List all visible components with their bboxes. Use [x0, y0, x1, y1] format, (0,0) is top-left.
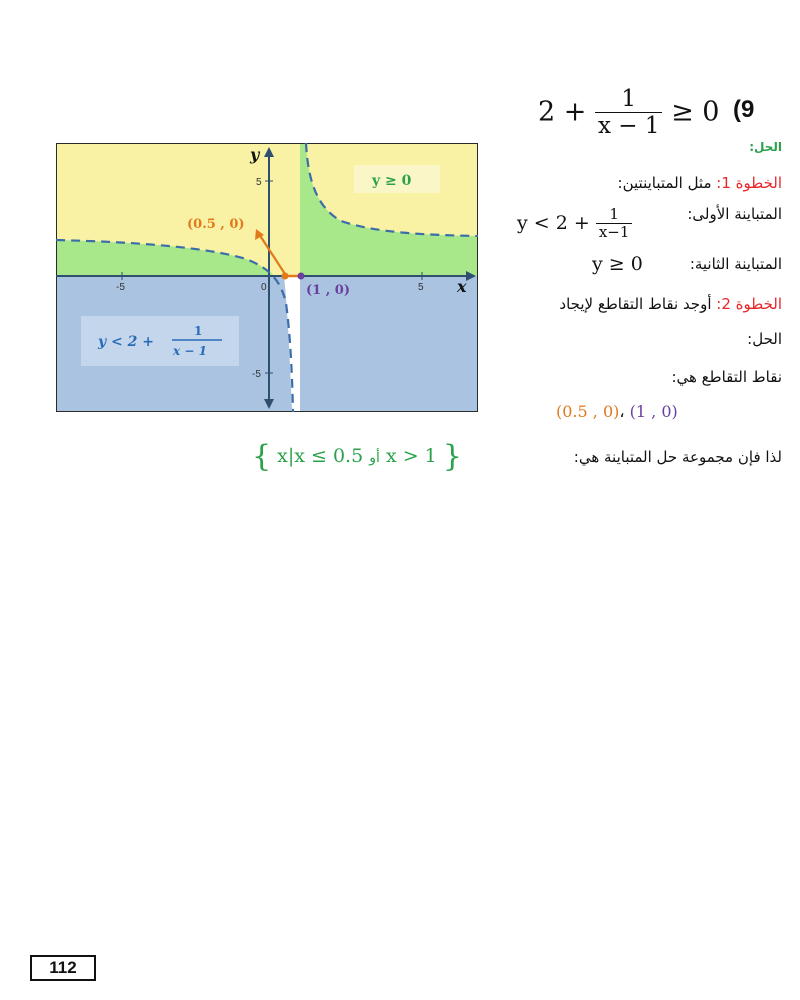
ineq1-frac-num: 1 [596, 206, 633, 224]
point-b-dot [298, 273, 305, 280]
x-tick-label-0: 0 [261, 282, 267, 293]
ineq2-label: المتباينة الثانية: [689, 255, 782, 273]
set-close-brace: } [442, 439, 462, 474]
x-tick-label-5: 5 [418, 282, 424, 293]
step1-text: مثل المتباينتين: [617, 174, 712, 192]
problem-expression [538, 86, 719, 140]
page-number: 112 [30, 955, 96, 981]
intersection-point-a: (0.5 , 0) [556, 402, 620, 421]
ineq1-fraction [596, 206, 633, 242]
point-a-label: (0.5 , 0) [187, 217, 245, 232]
y-tick-label-neg5: -5 [252, 369, 261, 380]
intersections-points [556, 402, 678, 421]
y-axis-label: y [250, 145, 260, 164]
step2-label: الخطوة 2: [716, 295, 782, 313]
ineq1-frac-den: x−1 [598, 223, 630, 242]
ineq1-line [687, 205, 782, 223]
intersections-label: نقاط التقاطع هي: [671, 368, 782, 386]
intersection-point-b: (1 , 0) [629, 402, 678, 421]
solution-label: الحل: [749, 140, 782, 154]
problem-frac-den: x − 1 [597, 113, 660, 140]
point-b-label: (1 , 0) [306, 283, 350, 298]
set-part-a: x|x ≤ 0.5 [277, 445, 364, 467]
step2-text: أوجد نقاط التقاطع لإيجاد [559, 295, 712, 313]
problem-fraction [595, 86, 663, 140]
label-region-top: y ≥ 0 [372, 173, 412, 189]
conclusion-text: لذا فإن مجموعة حل المتباينة هي: [573, 448, 782, 466]
set-open-brace: { [252, 439, 272, 474]
problem-rhs: ≥ 0 [671, 96, 720, 128]
solution-set [252, 439, 462, 474]
step1-line [618, 174, 782, 192]
inequality-graph [56, 143, 478, 412]
ineq1-expr [517, 206, 632, 242]
label-region-bottom-lhs: y < 2 + [98, 334, 154, 350]
problem-number: (9 [733, 96, 755, 123]
label-region-bottom-num: 1 [194, 324, 203, 338]
step1-label: الخطوة 1: [716, 174, 782, 192]
step2-text2: الحل: [747, 330, 782, 348]
x-axis-label: x [457, 277, 467, 296]
ineq2-line [690, 255, 782, 273]
set-part-b: x > 1 [385, 445, 437, 467]
intersection-sep: ، [619, 402, 625, 421]
problem-lhs: 2 + [538, 96, 587, 128]
ineq2-expr: y ≥ 0 [592, 253, 643, 275]
ineq1-label: المتباينة الأولى: [687, 205, 782, 223]
y-tick-label-5: 5 [256, 177, 262, 188]
set-or-word: أو [369, 450, 380, 466]
label-region-bottom-den: x − 1 [173, 344, 207, 358]
problem-frac-num: 1 [595, 86, 663, 113]
x-tick-label-neg5: -5 [116, 282, 125, 293]
ineq1-lhs: y < 2 + [517, 211, 590, 234]
step2-line [559, 295, 782, 313]
